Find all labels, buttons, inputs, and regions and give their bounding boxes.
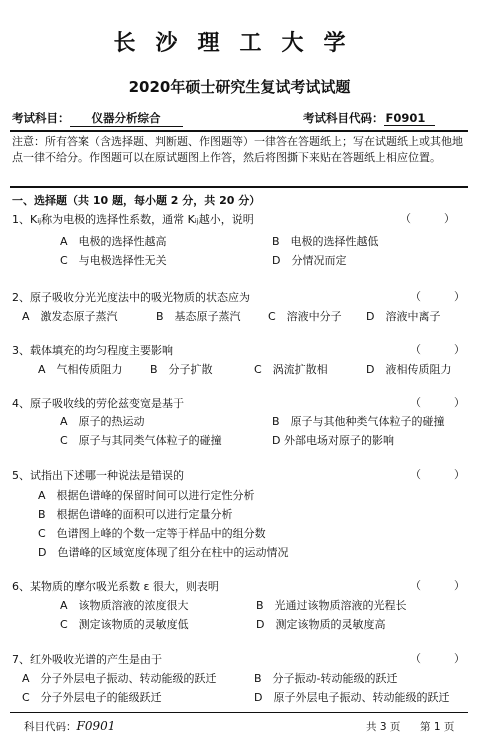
exam-title: 2020年硕士研究生复试考试试题 xyxy=(128,78,351,96)
answer-paren: （ ） xyxy=(410,579,465,592)
option: B 分子振动-转动能级的跃迁 xyxy=(254,672,398,685)
answer-paren: （ ） xyxy=(410,343,465,356)
option: A 根据色谱峰的保留时间可以进行定性分析 xyxy=(38,489,255,502)
divider-note xyxy=(10,186,468,188)
option: C 分子外层电子的能级跃迁 xyxy=(22,691,162,704)
option: D 外部电场对原子的影响 xyxy=(272,434,394,447)
option: B 根据色谱峰的面积可以进行定量分析 xyxy=(38,508,233,521)
option: A 气相传质阻力 xyxy=(38,363,123,376)
option: B 电极的选择性越低 xyxy=(272,235,379,248)
option: D 液相传质阻力 xyxy=(366,363,452,376)
option: D 测定该物质的灵敏度高 xyxy=(256,618,386,631)
question-stem: 1、Kᵢⱼ称为电极的选择性系数，通常 Kᵢⱼ越小，说明 xyxy=(12,213,254,226)
exam-note: 注意：所有答案（含选择题、判断题、作图题等）一律答在答题纸上；写在试题纸上或其他地点一律不给分。作图题可以在原试题图上作答，然后将图撕下来贴在答题纸上相应位置。 xyxy=(12,135,463,164)
option: B 原子与其他种类气体粒子的碰撞 xyxy=(272,415,445,428)
option: A 原子的热运动 xyxy=(60,415,145,428)
subject-row xyxy=(12,110,183,127)
option: A 分子外层电子振动、转动能级的跃迁 xyxy=(22,672,217,685)
answer-paren: （ ） xyxy=(410,468,465,481)
option: C 溶液中分子 xyxy=(268,310,342,323)
code-label: 考试科目代码： xyxy=(303,111,384,125)
option: D 色谱峰的区域宽度体现了组分在柱中的运动情况 xyxy=(38,546,289,559)
option: B 分子扩散 xyxy=(150,363,213,376)
question-stem: 4、原子吸收线的劳伦兹变宽是基于 xyxy=(12,397,184,410)
option: D 溶液中离子 xyxy=(366,310,441,323)
question-stem: 7、红外吸收光谱的产生是由于 xyxy=(12,653,162,666)
question-stem: 3、载体填充的均匀程度主要影响 xyxy=(12,344,173,357)
option: D 分情况而定 xyxy=(272,254,347,267)
option: C 色谱图上峰的个数一定等于样品中的组分数 xyxy=(38,527,266,540)
option: A 激发态原子蒸汽 xyxy=(22,310,118,323)
footer-code-handwritten: F0901 xyxy=(76,719,116,733)
subject-label: 考试科目： xyxy=(12,111,70,125)
footer-code-label: 科目代码： xyxy=(24,721,77,733)
divider-footer xyxy=(10,712,468,713)
section-title: 一、选择题（共 10 题，每小题 2 分，共 20 分） xyxy=(12,194,261,207)
university-name: 长沙理工大学 xyxy=(113,30,366,56)
answer-paren: （ ） xyxy=(400,212,455,225)
footer-total-pages: 共 3 页 xyxy=(366,721,401,733)
option: C 测定该物质的灵敏度低 xyxy=(60,618,189,631)
answer-paren: （ ） xyxy=(410,290,465,303)
subject-value: 仪器分析综合 xyxy=(70,110,183,127)
option: C 与电极选择性无关 xyxy=(60,254,167,267)
option: A 该物质溶液的浓度很大 xyxy=(60,599,189,612)
option: B 基态原子蒸汽 xyxy=(156,310,241,323)
option: C 原子与其同类气体粒子的碰撞 xyxy=(60,434,222,447)
answer-paren: （ ） xyxy=(410,652,465,665)
question-stem: 5、试指出下述哪一种说法是错误的 xyxy=(12,469,184,482)
code-value: F0901 xyxy=(384,111,436,126)
option: D 原子外层电子振动、转动能级的跃迁 xyxy=(254,691,450,704)
option: A 电极的选择性越高 xyxy=(60,235,167,248)
option: C 涡流扩散相 xyxy=(254,363,328,376)
option: B 光通过该物质溶液的光程长 xyxy=(256,599,407,612)
answer-paren: （ ） xyxy=(410,396,465,409)
code-row xyxy=(303,110,435,126)
question-stem: 2、原子吸收分光光度法中的吸光物质的状态应为 xyxy=(12,291,250,304)
footer-code xyxy=(24,719,115,734)
question-stem: 6、某物质的摩尔吸光系数 ε 很大，则表明 xyxy=(12,580,219,593)
footer-page-number: 第 1 页 xyxy=(420,721,455,733)
divider-top xyxy=(10,130,468,132)
